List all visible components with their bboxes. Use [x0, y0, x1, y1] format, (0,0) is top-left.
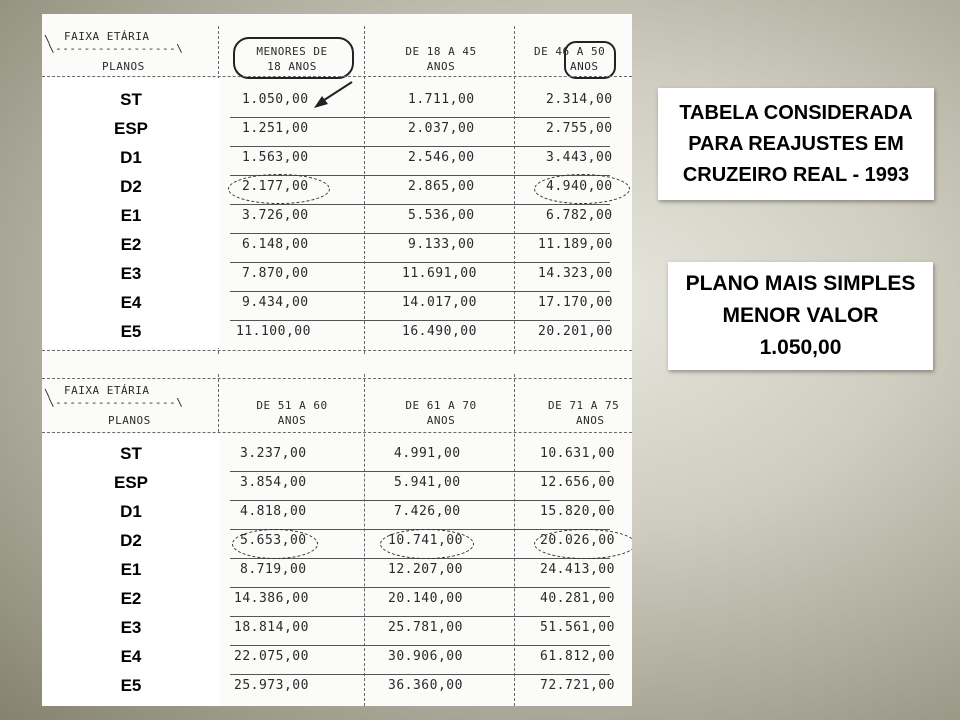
circled-d2-value [232, 529, 318, 559]
row-separator [230, 500, 610, 501]
plan-note-line-1: PLANO MAIS SIMPLES [685, 272, 916, 295]
top-cell: 2.755,00 [546, 121, 613, 136]
circled-d2-value [228, 174, 330, 204]
top-header-rule [42, 76, 632, 77]
top-cell: 2.314,00 [546, 92, 613, 107]
bottom-col3-header: DE 71 A 75 ANOS [548, 399, 620, 427]
top-cell: 1.251,00 [242, 121, 309, 136]
top-cell: 1.050,00 [242, 92, 309, 107]
top-cell: 2.546,00 [408, 150, 475, 165]
bottom-cell: 40.281,00 [540, 591, 615, 606]
row-separator [230, 674, 610, 675]
top-cell: 3.443,00 [546, 150, 613, 165]
scanned-price-table [42, 14, 632, 706]
bottom-plan-e5: E5 [120, 676, 142, 695]
bottom-faixa-etaria-label: FAIXA ETÁRIA [64, 384, 150, 397]
top-cell: 1.563,00 [242, 150, 309, 165]
bottom-cell: 30.906,00 [388, 649, 463, 664]
top-plan-e4: E4 [120, 293, 142, 312]
bottom-cell: 3.854,00 [240, 475, 307, 490]
bottom-cell: 4.991,00 [394, 446, 461, 461]
bottom-plan-e2: E2 [120, 589, 142, 608]
bottom-cell: 72.721,00 [540, 678, 615, 693]
top-cell: 14.323,00 [538, 266, 613, 281]
bottom-planos-label: PLANOS [108, 414, 151, 427]
top-plan-esp: ESP [113, 119, 149, 138]
bottom-col1-header: DE 51 A 60 ANOS [256, 399, 328, 427]
bottom-vline-3 [514, 374, 515, 706]
top-cell: 11.100,00 [236, 324, 311, 339]
bottom-cell: 20.026,00 [540, 533, 615, 548]
top-col3-header: DE 46 A 50 ANOS [534, 45, 606, 73]
title-line-3: CRUZEIRO REAL - 1993 [682, 164, 910, 186]
bottom-plan-e1: E1 [120, 560, 142, 579]
bottom-cell: 25.973,00 [234, 678, 309, 693]
row-separator [230, 471, 610, 472]
top-plan-d2: D2 [120, 177, 142, 196]
top-bottom-rule [42, 350, 632, 351]
bottom-cell: 22.075,00 [234, 649, 309, 664]
circled-d2-value [534, 529, 632, 559]
top-cell: 2.177,00 [242, 179, 309, 194]
title-line-1: TABELA CONSIDERADA [679, 102, 913, 124]
top-plan-st: ST [120, 90, 142, 109]
bottom-cell: 5.653,00 [240, 533, 307, 548]
bottom-cell: 20.140,00 [388, 591, 463, 606]
bottom-cell: 12.207,00 [388, 562, 463, 577]
top-cell: 17.170,00 [538, 295, 613, 310]
circled-d2-value [380, 529, 474, 559]
bottom-cell: 15.820,00 [540, 504, 615, 519]
bottom-header-rule [42, 432, 632, 433]
top-cell: 5.536,00 [408, 208, 475, 223]
row-separator [230, 291, 610, 292]
top-plan-d1: D1 [120, 148, 142, 167]
top-plan-e1: E1 [120, 206, 142, 225]
top-cell: 9.133,00 [408, 237, 475, 252]
bottom-col2-header: DE 61 A 70 ANOS [405, 399, 477, 427]
bottom-plan-esp: ESP [113, 473, 149, 492]
top-cell: 20.201,00 [538, 324, 613, 339]
bottom-plan-e3: E3 [120, 618, 142, 637]
bottom-cell: 10.741,00 [388, 533, 463, 548]
circled-d2-value [534, 174, 630, 204]
bottom-plan-d2: D2 [120, 531, 142, 550]
plan-note-line-2: MENOR VALOR [722, 304, 879, 327]
arrow-icon [310, 78, 360, 114]
bottom-top-rule [42, 378, 632, 379]
row-separator [230, 117, 610, 118]
plan-note-line-3: 1.050,00 [759, 336, 842, 359]
top-faixa-etaria-label: FAIXA ETÁRIA [64, 30, 150, 43]
bottom-cell: 24.413,00 [540, 562, 615, 577]
top-cell: 3.726,00 [242, 208, 309, 223]
bottom-cell: 4.818,00 [240, 504, 307, 519]
bottom-cell: 25.781,00 [388, 620, 463, 635]
top-cell: 9.434,00 [242, 295, 309, 310]
bottom-cell: 18.814,00 [234, 620, 309, 635]
top-planos-label: PLANOS [102, 60, 145, 73]
row-separator [230, 587, 610, 588]
top-cell: 11.189,00 [538, 237, 613, 252]
bottom-cell: 3.237,00 [240, 446, 307, 461]
bottom-cell: 51.561,00 [540, 620, 615, 635]
diagonal-dash-line: \-----------------\ [48, 396, 184, 409]
top-col1-header: MENORES DE 18 ANOS [256, 45, 328, 73]
top-cell: 2.865,00 [408, 179, 475, 194]
row-separator [230, 204, 610, 205]
title-line-2: PARA REAJUSTES EM [688, 133, 904, 155]
bottom-vline-2 [364, 374, 365, 706]
row-separator [230, 616, 610, 617]
row-separator [230, 262, 610, 263]
top-cell: 1.711,00 [408, 92, 475, 107]
top-plan-e2: E2 [120, 235, 142, 254]
bottom-cell: 14.386,00 [234, 591, 309, 606]
bottom-cell: 8.719,00 [240, 562, 307, 577]
bottom-cell: 5.941,00 [394, 475, 461, 490]
bottom-plan-d1: D1 [120, 502, 142, 521]
top-cell: 16.490,00 [402, 324, 477, 339]
top-plan-e5: E5 [120, 322, 142, 341]
top-cell: 6.148,00 [242, 237, 309, 252]
top-plan-e3: E3 [120, 264, 142, 283]
diagonal-mark-left: \ [44, 33, 52, 46]
top-cell: 2.037,00 [408, 121, 475, 136]
bottom-plan-e4: E4 [120, 647, 142, 666]
row-separator [230, 146, 610, 147]
top-cell: 6.782,00 [546, 208, 613, 223]
bottom-cell: 36.360,00 [388, 678, 463, 693]
row-separator [230, 645, 610, 646]
diagonal-mark-left: \ [44, 387, 52, 400]
bottom-plan-st: ST [120, 444, 142, 463]
title-note [658, 88, 934, 200]
bottom-cell: 61.812,00 [540, 649, 615, 664]
bottom-cell: 10.631,00 [540, 446, 615, 461]
top-col2-header: DE 18 A 45 ANOS [405, 45, 477, 73]
row-separator [230, 320, 610, 321]
row-separator [230, 233, 610, 234]
top-cell: 7.870,00 [242, 266, 309, 281]
top-cell: 11.691,00 [402, 266, 477, 281]
bottom-cell: 12.656,00 [540, 475, 615, 490]
diagonal-dash-line: \-----------------\ [48, 42, 184, 55]
top-cell: 4.940,00 [546, 179, 613, 194]
top-cell: 14.017,00 [402, 295, 477, 310]
bottom-cell: 7.426,00 [394, 504, 461, 519]
plan-note [668, 262, 933, 370]
